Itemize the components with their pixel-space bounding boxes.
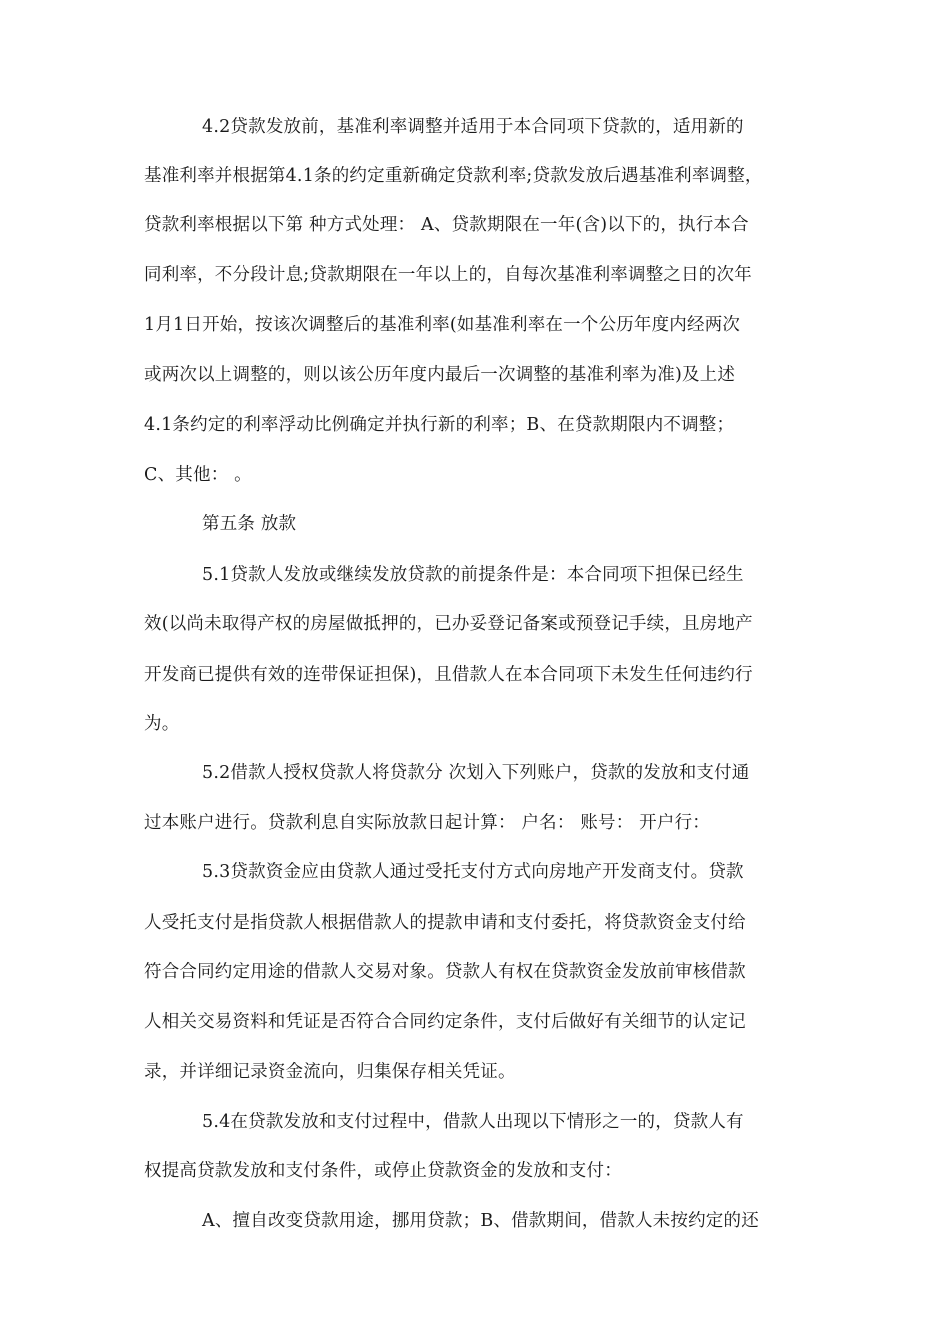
clause-5-4-item-a: A、擅自改变贷款用途，挪用贷款；B、借款期间，借款人未按约定的还 <box>202 1211 759 1231</box>
clause-4-2-line-3: 贷款利率根据以下第 种方式处理： A、贷款期限在一年(含)以下的，执行本合 <box>144 215 749 235</box>
clause-5-1-line-3: 开发商已提供有效的连带保证担保)，且借款人在本合同项下未发生任何违约行 <box>144 665 753 685</box>
clause-4-2-line-1: 4.2贷款发放前，基准利率调整并适用于本合同项下贷款的，适用新的 <box>202 117 744 137</box>
clause-5-2-line-1: 5.2借款人授权贷款人将贷款分 次划入下列账户，贷款的发放和支付通 <box>202 763 750 783</box>
clause-4-2-line-2: 基准利率并根据第4.1条的约定重新确定贷款利率;贷款发放后遇基准利率调整， <box>144 166 763 186</box>
clause-5-3-line-4: 人相关交易资料和凭证是否符合合同约定条件，支付后做好有关细节的认定记 <box>144 1012 746 1032</box>
clause-5-4-line-2: 权提高贷款发放和支付条件，或停止贷款资金的发放和支付： <box>144 1161 622 1181</box>
clause-5-3-line-2: 人受托支付是指贷款人根据借款人的提款申请和支付委托，将贷款资金支付给 <box>144 913 746 933</box>
clause-4-2-line-7: 4.1条约定的利率浮动比例确定并执行新的利率；B、在贷款期限内不调整； <box>144 415 735 435</box>
clause-4-2-line-6: 或两次以上调整的，则以该公历年度内最后一次调整的基准利率为准)及上述 <box>144 365 736 385</box>
clause-4-2-line-8: C、其他： 。 <box>144 465 252 485</box>
clause-5-1-line-1: 5.1贷款人发放或继续发放贷款的前提条件是：本合同项下担保已经生 <box>202 565 744 585</box>
clause-4-2-line-4: 同利率，不分段计息;贷款期限在一年以上的，自每次基准利率调整之日的次年 <box>144 265 752 285</box>
clause-5-4-line-1: 5.4在贷款发放和支付过程中，借款人出现以下情形之一的，贷款人有 <box>202 1112 744 1132</box>
clause-5-1-line-2: 效(以尚未取得产权的房屋做抵押的，已办妥登记备案或预登记手续，且房地产 <box>144 614 753 634</box>
clause-4-2-line-5: 1月1日开始，按该次调整后的基准利率(如基准利率在一个公历年度内经两次 <box>144 315 741 335</box>
clause-5-2-line-2: 过本账户进行。贷款利息自实际放款日起计算： 户名： 账号： 开户行： <box>144 813 710 833</box>
clause-5-3-line-1: 5.3贷款资金应由贷款人通过受托支付方式向房地产开发商支付。贷款 <box>202 862 744 882</box>
clause-5-3-line-5: 录，并详细记录资金流向，归集保存相关凭证。 <box>144 1062 516 1082</box>
clause-5-1-line-4: 为。 <box>144 714 180 734</box>
clause-5-3-line-3: 符合合同约定用途的借款人交易对象。贷款人有权在贷款资金发放前审核借款 <box>144 962 746 982</box>
section-heading-article-5: 第五条 放款 <box>202 514 297 534</box>
